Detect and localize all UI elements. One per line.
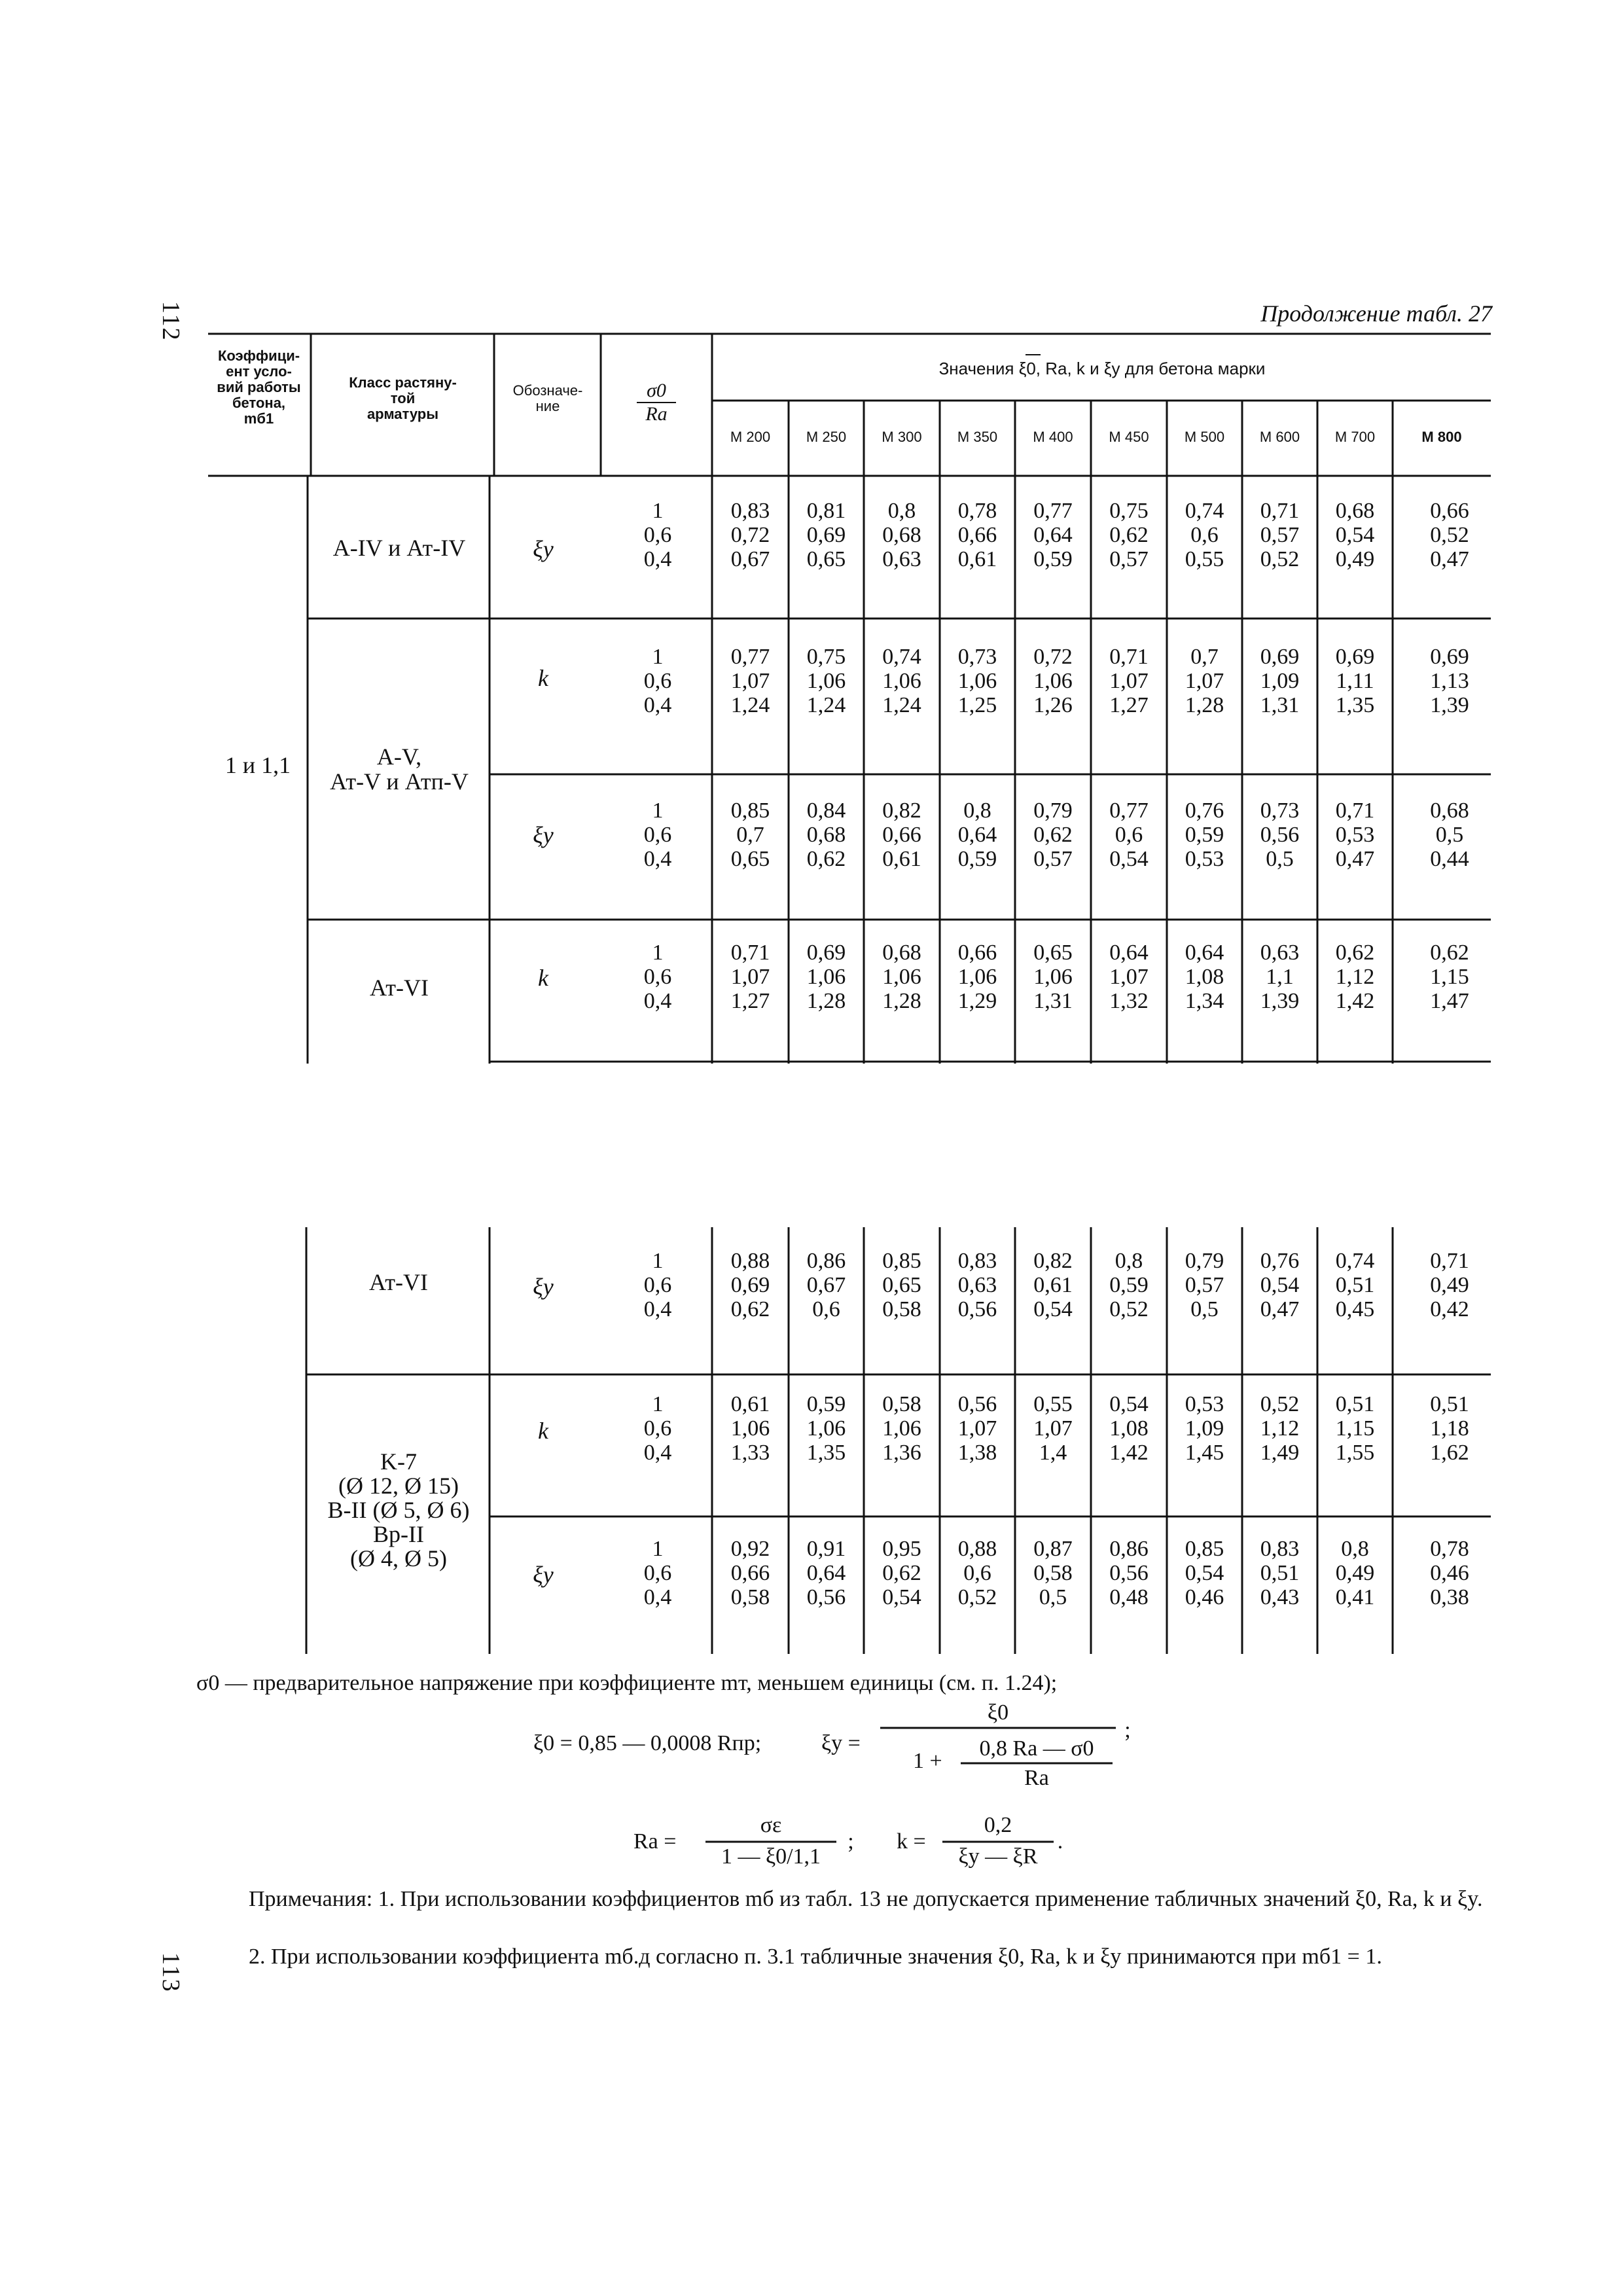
value-cell: 0,53 1,09 1,45 bbox=[1185, 1392, 1224, 1465]
symbol: ξy bbox=[533, 536, 554, 562]
header-coefficient bbox=[208, 348, 310, 427]
value-cell: 0,52 1,12 1,49 bbox=[1260, 1392, 1300, 1465]
class-label: A-IV и Ат-IV bbox=[332, 535, 466, 561]
value-cell: 0,69 1,06 1,28 bbox=[806, 941, 846, 1013]
formula-k-lhs: k = bbox=[897, 1829, 926, 1854]
grade-header: М 700 bbox=[1334, 429, 1376, 445]
value-cell: 0,66 1,06 1,29 bbox=[957, 941, 997, 1013]
symbol: k bbox=[538, 1418, 548, 1444]
value-cell: 0,69 1,13 1,39 bbox=[1430, 645, 1469, 717]
ratio-values: 1 0,6 0,4 bbox=[643, 1392, 672, 1465]
value-cell: 0,69 1,09 1,31 bbox=[1260, 645, 1300, 717]
grade-header: М 350 bbox=[957, 429, 998, 445]
value-cell: 0,74 0,51 0,45 bbox=[1335, 1249, 1375, 1321]
value-cell: 0,59 1,06 1,35 bbox=[806, 1392, 846, 1465]
value-cell: 0,62 1,15 1,47 bbox=[1430, 941, 1469, 1013]
header-group-title: Значения ξ0, Ra, k и ξy для бетона марки bbox=[938, 359, 1266, 378]
legend-text: σ0 — предварительное напряжение при коэффициенте mт, меньшем единицы (см. п. 1.24); bbox=[196, 1671, 1058, 1695]
value-cell: 0,92 0,66 0,58 bbox=[730, 1537, 770, 1609]
header-ratio-numerator: σ0 bbox=[637, 380, 676, 403]
symbol: k bbox=[538, 965, 548, 991]
value-cell: 0,85 0,65 0,58 bbox=[882, 1249, 921, 1321]
value-cell: 0,64 1,07 1,32 bbox=[1109, 941, 1149, 1013]
header-ratio bbox=[601, 380, 712, 425]
value-cell: 0,77 1,07 1,24 bbox=[730, 645, 770, 717]
formula-xiy-denominator-denominator: Ra bbox=[1024, 1766, 1049, 1790]
class-label: A-V, Ат-V и Атп-V bbox=[330, 744, 469, 795]
formula-end: . bbox=[1057, 1829, 1063, 1854]
value-cell: 0,74 1,06 1,24 bbox=[882, 645, 921, 717]
value-cell: 0,86 0,56 0,48 bbox=[1109, 1537, 1149, 1609]
class-label: K-7 (Ø 12, Ø 15) B-II (Ø 5, Ø 6) Bp-II (Ø 4, Ø 5) bbox=[327, 1448, 470, 1571]
value-cell: 0,71 0,49 0,42 bbox=[1430, 1249, 1469, 1321]
value-cell: 0,86 0,67 0,6 bbox=[806, 1249, 846, 1321]
formula-ra-numerator: σε bbox=[760, 1813, 782, 1837]
value-cell: 0,8 0,49 0,41 bbox=[1335, 1537, 1375, 1609]
value-cell: 0,85 0,54 0,46 bbox=[1185, 1537, 1224, 1609]
formula-separator: ; bbox=[847, 1829, 854, 1854]
value-cell: 0,61 1,06 1,33 bbox=[730, 1392, 770, 1465]
formula-xiy-denominator-numerator: 0,8 Ra — σ0 bbox=[979, 1736, 1094, 1761]
symbol: ξy bbox=[533, 822, 554, 848]
value-cell: 0,66 0,52 0,47 bbox=[1430, 499, 1469, 571]
value-cell: 0,51 1,15 1,55 bbox=[1335, 1392, 1375, 1465]
value-cell: 0,88 0,6 0,52 bbox=[957, 1537, 997, 1609]
grade-header: М 800 bbox=[1421, 429, 1462, 445]
header-ratio-denominator: Ra bbox=[645, 403, 668, 425]
value-cell: 0,75 1,06 1,24 bbox=[806, 645, 846, 717]
class-label: Ат-VI bbox=[369, 1269, 428, 1295]
class-label: Ат-VI bbox=[370, 975, 429, 1001]
value-cell: 0,68 0,5 0,44 bbox=[1430, 798, 1469, 871]
value-cell: 0,81 0,69 0,65 bbox=[806, 499, 846, 571]
formula-separator: ; bbox=[1124, 1718, 1131, 1742]
grade-header: М 200 bbox=[730, 429, 771, 445]
value-cell: 0,71 1,07 1,27 bbox=[730, 941, 770, 1013]
value-cell: 0,7 1,07 1,28 bbox=[1185, 645, 1224, 717]
value-cell: 0,82 0,66 0,61 bbox=[882, 798, 921, 871]
value-cell: 0,75 0,62 0,57 bbox=[1109, 499, 1149, 571]
value-cell: 0,78 0,66 0,61 bbox=[957, 499, 997, 571]
header-designation-text: Обозначе- ние bbox=[512, 382, 583, 414]
value-cell: 0,64 1,08 1,34 bbox=[1185, 941, 1224, 1013]
value-cell: 0,71 0,57 0,52 bbox=[1260, 499, 1300, 571]
value-cell: 0,8 0,68 0,63 bbox=[882, 499, 921, 571]
note-2: 2. При использовании коэффициента mб.д согласно п. 3.1 табличные значения ξ0, Ra, k и ξy принимаются при mб1 = 1. bbox=[249, 1945, 1382, 1969]
value-cell: 0,55 1,07 1,4 bbox=[1033, 1392, 1073, 1465]
header-class bbox=[313, 375, 493, 422]
ratio-values: 1 0,6 0,4 bbox=[643, 798, 672, 871]
symbol: ξy bbox=[533, 1274, 554, 1300]
formula-xiy-denominator-a: 1 + bbox=[913, 1749, 942, 1773]
value-cell: 0,83 0,51 0,43 bbox=[1260, 1537, 1300, 1609]
value-cell: 0,68 0,54 0,49 bbox=[1335, 499, 1375, 571]
grade-header: М 450 bbox=[1109, 429, 1149, 445]
header-designation bbox=[495, 383, 600, 414]
ratio-values: 1 0,6 0,4 bbox=[643, 941, 672, 1013]
value-cell: 0,8 0,64 0,59 bbox=[957, 798, 997, 871]
grade-header: М 400 bbox=[1033, 429, 1073, 445]
formula-k-denominator: ξy — ξR bbox=[958, 1844, 1038, 1869]
value-cell: 0,76 0,54 0,47 bbox=[1260, 1249, 1300, 1321]
symbol: k bbox=[538, 665, 548, 691]
value-cell: 0,91 0,64 0,56 bbox=[806, 1537, 846, 1609]
ratio-values: 1 0,6 0,4 bbox=[643, 645, 672, 717]
formula-ra-lhs: Ra = bbox=[633, 1829, 677, 1854]
formula-xiy-lhs: ξy = bbox=[821, 1731, 861, 1755]
formula-k-numerator: 0,2 bbox=[984, 1813, 1012, 1837]
formula-ra-denominator: 1 — ξ0/1,1 bbox=[721, 1844, 821, 1869]
value-cell: 0,76 0,59 0,53 bbox=[1185, 798, 1224, 871]
value-cell: 0,87 0,58 0,5 bbox=[1033, 1537, 1073, 1609]
grade-header: М 300 bbox=[882, 429, 922, 445]
value-cell: 0,79 0,57 0,5 bbox=[1185, 1249, 1224, 1321]
grade-header: М 500 bbox=[1184, 429, 1225, 445]
value-cell: 0,84 0,68 0,62 bbox=[806, 798, 846, 871]
value-cell: 0,85 0,7 0,65 bbox=[730, 798, 770, 871]
grade-header: М 250 bbox=[806, 429, 847, 445]
value-cell: 0,69 1,11 1,35 bbox=[1335, 645, 1375, 717]
value-cell: 0,63 1,1 1,39 bbox=[1260, 941, 1300, 1013]
value-cell: 0,88 0,69 0,62 bbox=[730, 1249, 770, 1321]
value-cell: 0,68 1,06 1,28 bbox=[882, 941, 921, 1013]
header-coefficient-text: Коэффици- ент усло- вий работы бетона, mб1 bbox=[217, 348, 301, 427]
value-cell: 0,72 1,06 1,26 bbox=[1033, 645, 1073, 717]
value-cell: 0,73 0,56 0,5 bbox=[1260, 798, 1300, 871]
value-cell: 0,71 1,07 1,27 bbox=[1109, 645, 1149, 717]
symbol: ξy bbox=[533, 1562, 554, 1588]
continuation-title: Продолжение табл. 27 bbox=[1260, 300, 1492, 327]
header-class-text: Класс растяну- той арматуры bbox=[349, 374, 457, 422]
value-cell: 0,51 1,18 1,62 bbox=[1430, 1392, 1469, 1465]
coefficient-label: 1 и 1,1 bbox=[224, 752, 291, 778]
page-number-bottom: 113 bbox=[157, 1952, 185, 1993]
formula-xiy-numerator: ξ0 bbox=[987, 1700, 1009, 1725]
page-number-top: 112 bbox=[157, 301, 185, 342]
value-cell: 0,71 0,53 0,47 bbox=[1335, 798, 1375, 871]
ratio-values: 1 0,6 0,4 bbox=[643, 1537, 672, 1609]
value-cell: 0,65 1,06 1,31 bbox=[1033, 941, 1073, 1013]
value-cell: 0,83 0,63 0,56 bbox=[957, 1249, 997, 1321]
value-cell: 0,78 0,46 0,38 bbox=[1430, 1537, 1469, 1609]
value-cell: 0,54 1,08 1,42 bbox=[1109, 1392, 1149, 1465]
value-cell: 0,95 0,62 0,54 bbox=[882, 1537, 921, 1609]
value-cell: 0,62 1,12 1,42 bbox=[1335, 941, 1375, 1013]
ratio-values: 1 0,6 0,4 bbox=[643, 1249, 672, 1321]
value-cell: 0,83 0,72 0,67 bbox=[730, 499, 770, 571]
value-cell: 0,56 1,07 1,38 bbox=[957, 1392, 997, 1465]
value-cell: 0,58 1,06 1,36 bbox=[882, 1392, 921, 1465]
note-1: Примечания: 1. При использовании коэффициентов mб из табл. 13 не допускается применение табличных значений ξ0, Ra, k и ξy. bbox=[249, 1887, 1483, 1911]
grade-header: М 600 bbox=[1259, 429, 1300, 445]
value-cell: 0,82 0,61 0,54 bbox=[1033, 1249, 1073, 1321]
value-cell: 0,79 0,62 0,57 bbox=[1033, 798, 1073, 871]
value-cell: 0,73 1,06 1,25 bbox=[957, 645, 997, 717]
value-cell: 0,77 0,6 0,54 bbox=[1109, 798, 1149, 871]
ratio-values: 1 0,6 0,4 bbox=[643, 499, 672, 571]
value-cell: 0,8 0,59 0,52 bbox=[1109, 1249, 1149, 1321]
value-cell: 0,74 0,6 0,55 bbox=[1185, 499, 1224, 571]
formula-xi0: ξ0 = 0,85 — 0,0008 Rпр; bbox=[533, 1731, 762, 1755]
value-cell: 0,77 0,64 0,59 bbox=[1033, 499, 1073, 571]
